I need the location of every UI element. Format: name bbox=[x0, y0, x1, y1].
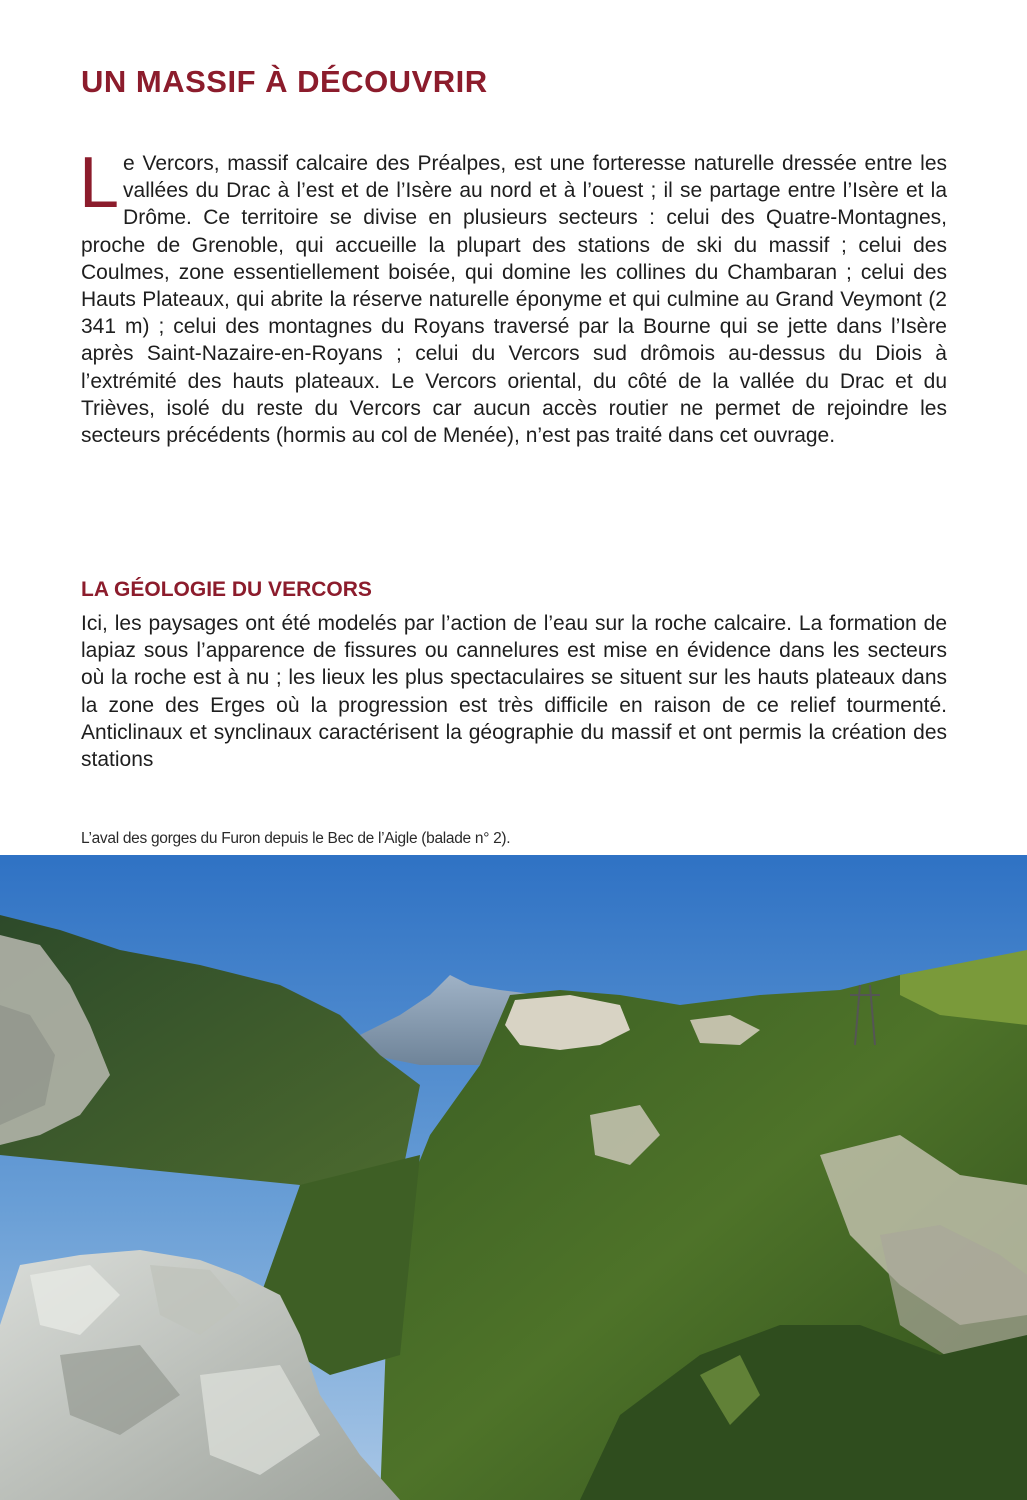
drop-cap: L bbox=[79, 143, 120, 223]
photo-caption: L’aval des gorges du Furon depuis le Bec de l’Aigle (balade n° 2). bbox=[81, 830, 511, 847]
intro-paragraph bbox=[79, 143, 947, 449]
geology-paragraph: Ici, les paysages ont été modelés par l’action de l’eau sur la roche calcaire. La formation de lapiaz sous l’apparence de fissures ou cannelures est mise en évidence dans les secteurs où la roche est à nu ; les lieux les plus spectaculaires se situent sur les hauts plateaux dans la zone des Erges où la progression est très difficile en raison de ce relief tourmenté. Anticlinaux et synclinaux caractérisent la géographie du massif et ont permis la création des stations bbox=[81, 612, 947, 772]
intro-text: e Vercors, massif calcaire des Préalpes, est une forteresse naturelle dressée entre les vallées du Drac à l’est et de l’Isère au nord et à l’ouest ; il se partage entre l’Isère et la Drôme. Ce territoire se divise en plusieurs secteurs : celui des Quatre-Montagnes, proche de Grenoble, qui accueille la plupart des stations de ski du massif ; celui des Coulmes, zone essentiellement boisée, qui domine les collines du Chambaran ; celui des Hauts Plateaux, qui abrite la réserve naturelle éponyme et qui culmine au Grand Veymont (2 341 m) ; celui des montagnes du Royans traversé par la Bourne qui se jette dans l’Isère après Saint-Nazaire-en-Royans ; celui du Vercors sud drômois au-dessus du Diois à l’extrémité des hauts plateaux. Le Vercors oriental, du côté de la vallée du Drac et du Trièves, isolé du reste du Vercors car aucun accès routier ne permet de rejoindre les secteurs précédents (hormis au col de Menée), n’est pas traité dans cet ouvrage. bbox=[81, 152, 947, 448]
section-heading-geology: LA GÉOLOGIE DU VERCORS bbox=[81, 578, 372, 601]
page-title: UN MASSIF À DÉCOUVRIR bbox=[81, 64, 488, 99]
gorge-landscape-photo bbox=[0, 855, 1027, 1500]
